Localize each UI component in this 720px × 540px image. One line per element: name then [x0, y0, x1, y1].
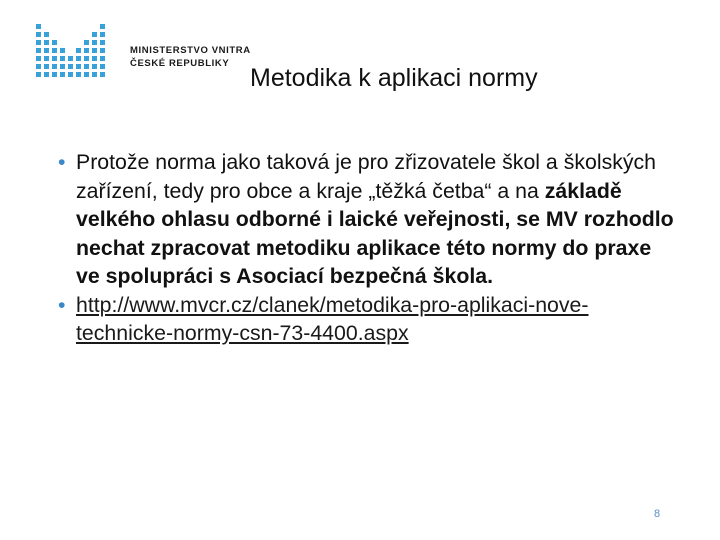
- bullet-1-bold-text: základě velkého ohlasu odborné i laické veřejnosti, se MV rozhodlo nechat zpracovat metodiku aplikace této normy do praxe ve spolupráci s Asociací bezpečná škola.: [76, 178, 674, 288]
- slide-title: Metodika k aplikaci normy: [250, 64, 538, 92]
- bullet-item: [58, 291, 678, 348]
- slide-content: [58, 148, 678, 348]
- ministry-logo-text: [130, 44, 251, 70]
- bullet-marker-icon: •: [58, 292, 66, 317]
- logo-line-1: MINISTERSTVO VNITRA: [130, 45, 251, 56]
- logo-line-2: ČESKÉ REPUBLIKY: [130, 58, 230, 69]
- bullet-item: [58, 148, 678, 291]
- bullet-marker-icon: •: [58, 150, 66, 174]
- ministry-logo: [30, 22, 270, 88]
- metodika-link[interactable]: http://www.mvcr.cz/clanek/metodika-pro-aplikaci-nove-technicke-normy-csn-73-4400.aspx: [76, 292, 589, 345]
- bullet-1-text: Protože norma jako taková je pro zřizovatele škol a školských zařízení, tedy pro obce a kraje „těžká četba“ a na: [76, 150, 657, 203]
- page-number: 8: [654, 508, 661, 520]
- ministry-logo-mark-icon: [30, 22, 130, 88]
